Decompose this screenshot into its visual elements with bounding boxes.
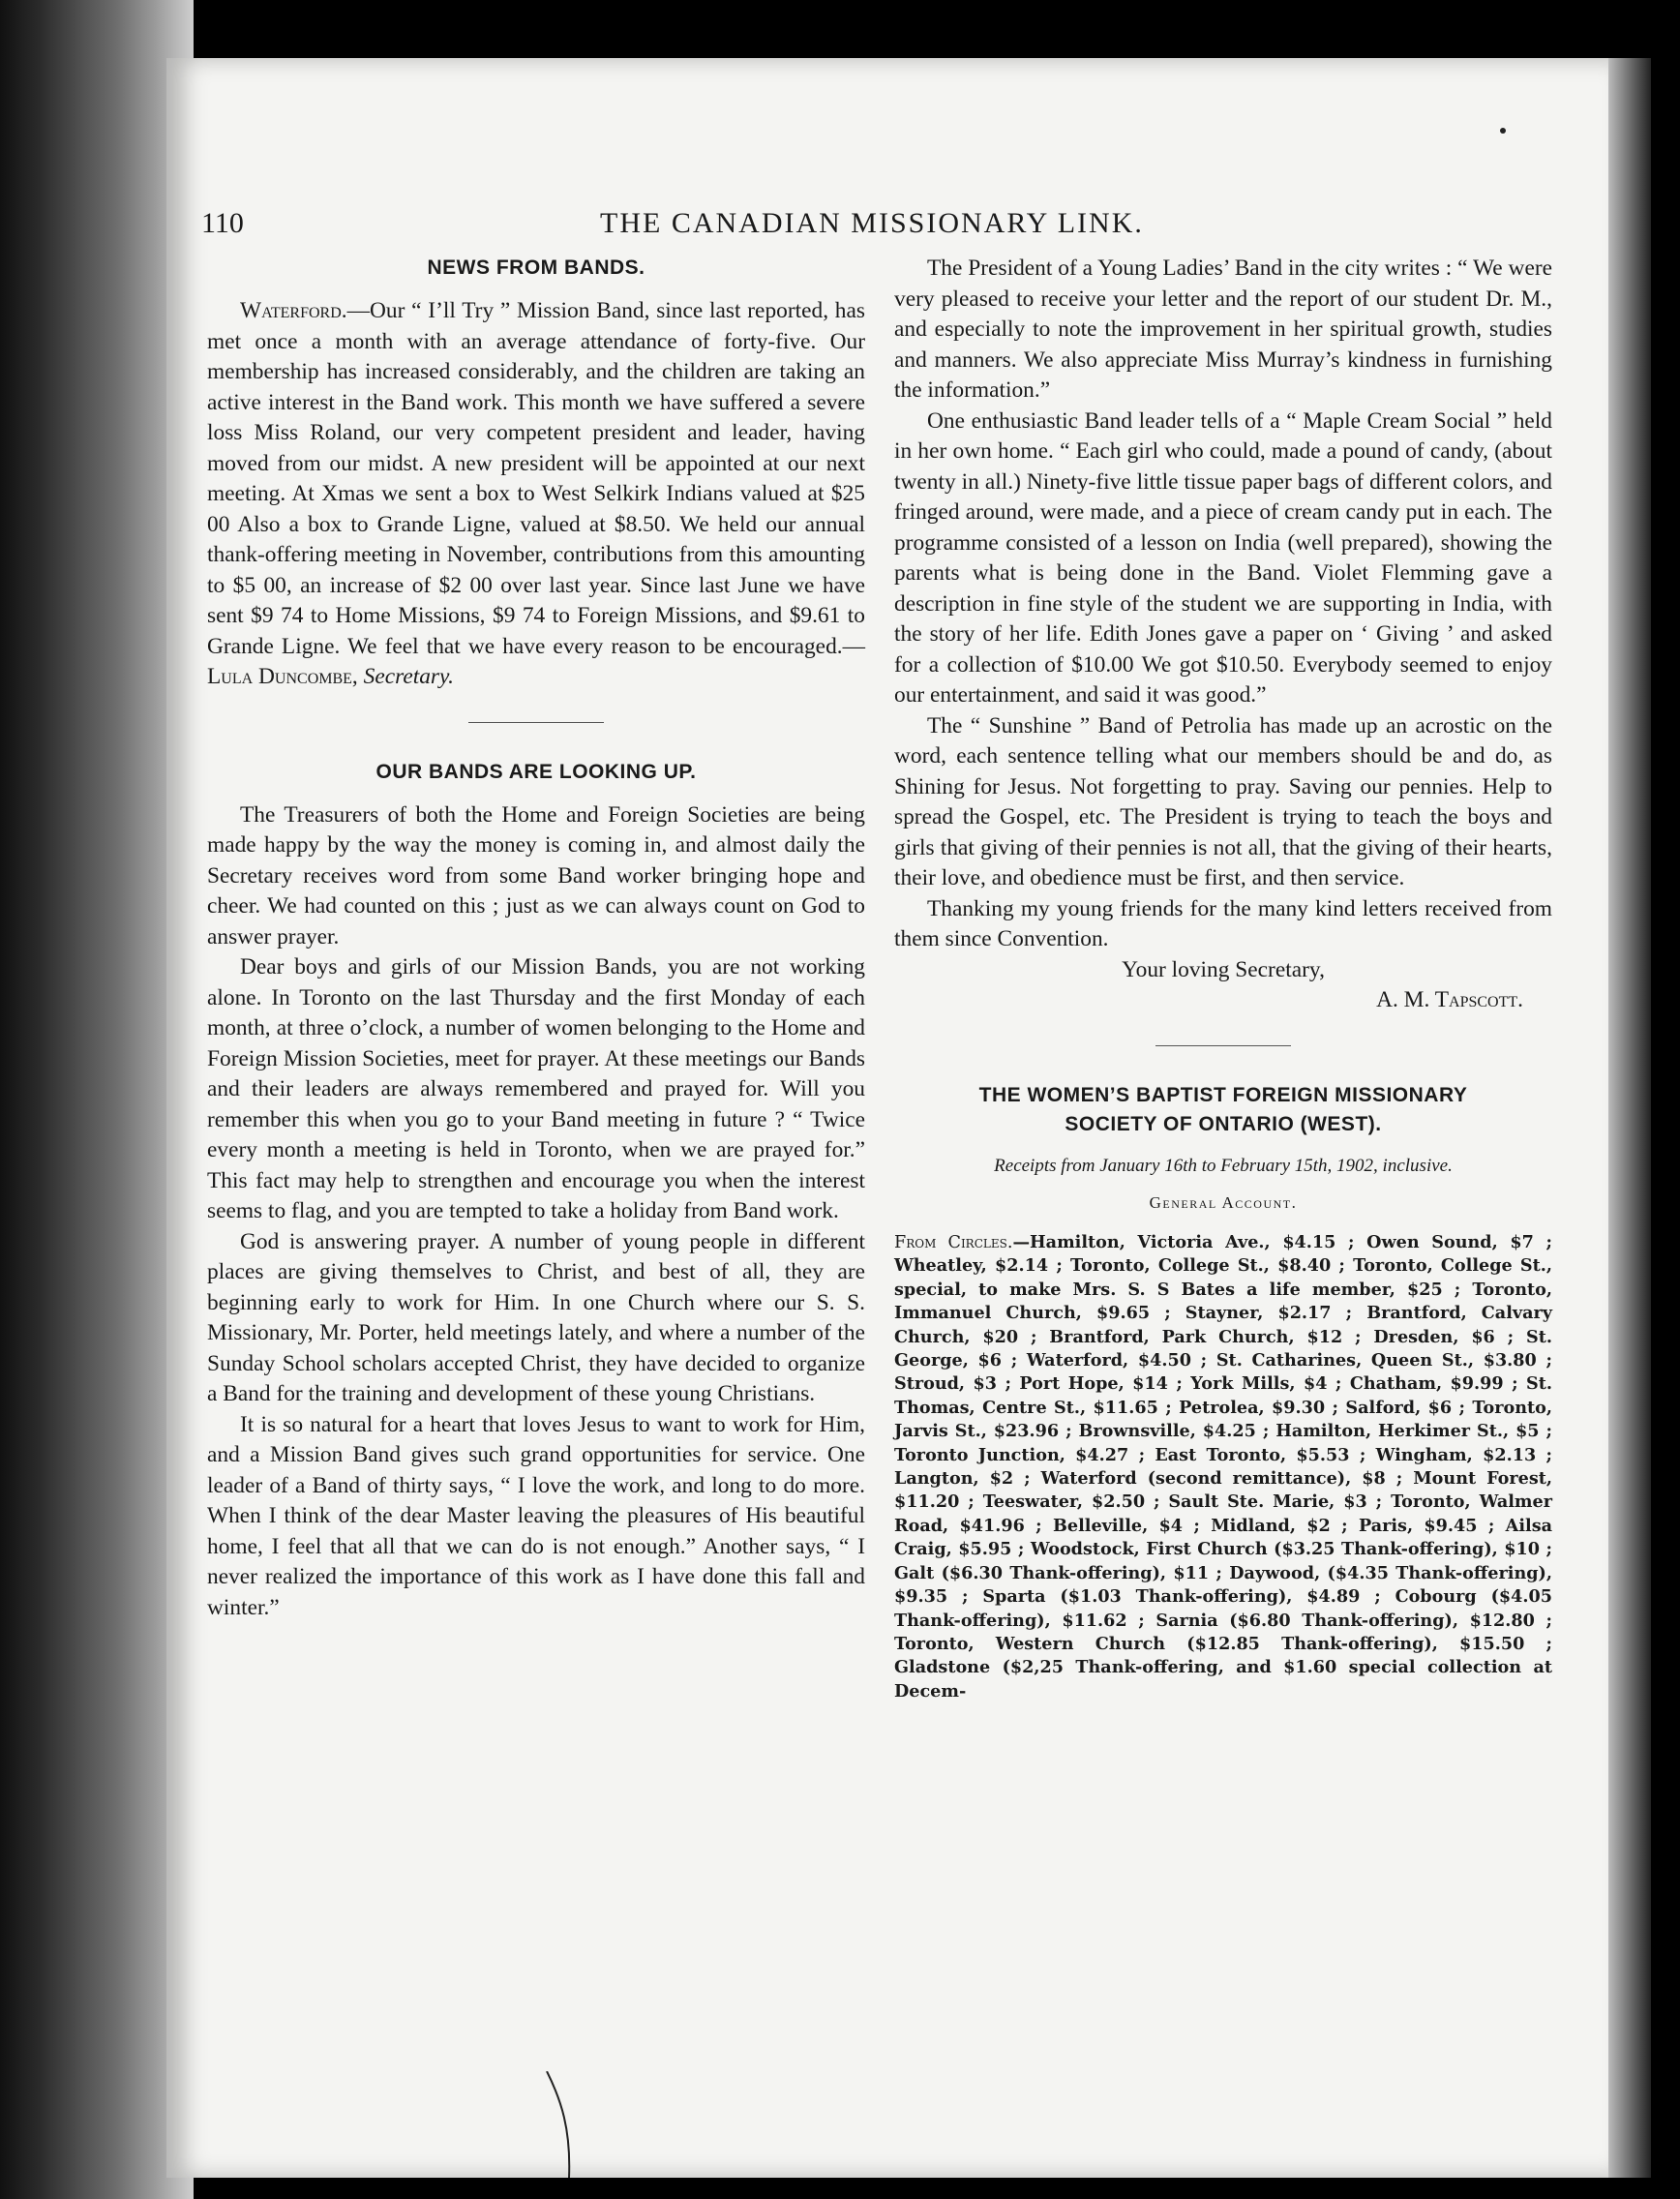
looking-paragraph-1: The Treasurers of both the Home and Foreign Societies are being made happy by the way the money is coming in, and almost daily the Secretary receives word from some Band worker bringing hope and cheer. We had counted on this ; just as we can always count on God to answer prayer. <box>207 801 865 949</box>
waterford-signer: Lula Duncombe, <box>207 664 358 689</box>
right-page-edge <box>1608 58 1651 2178</box>
receipts-text: —Hamilton, Victoria Ave., $4.15 ; Owen Sound, $7 ; Wheatley, $2.14 ; Toronto, College St., $8.40 ; Toronto, College St., special, to make Mrs. S. S Bates a life member, $25 ; Toronto, Immanuel Church, $9.65 ; Stayner, $2.17 ; Brantford, Calvary Church, $20 ; Brantford, Park Church, $12 ; Dresden, $6 ; St. George, $6 ; Waterford, $4.50 ; St. Catharines, Queen St., $3.80 ; Stroud, $3 ; Port Hope, $14 ; York Mills, $4 ; Chatham, $9.99 ; St. Thomas, Centre St., $11.65 ; Petrolea, $9.30 ; Salford, $6 ; Toronto, Jarvis St., $23.96 ; Brownsville, $4.25 ; Hamilton, Herkimer St., $5 ; Toronto Junction, $4.27 ; East Toronto, $5.53 ; Wingham, $2.13 ; Langton, $2 ; Waterford (second remittance), $8 ; Mount Forest, $11.20 ; Teeswater, $2.50 ; Sault Ste. Marie, $3 ; Toronto, Walmer Road, $41.96 ; Belleville, $4 ; Midland, $2 ; Paris, $9.45 ; Ailsa Craig, $5.95 ; Woodstock, First Church ($3.25 Thank-offering), $10 ; Galt ($6.30 Thank-offering), $11 ; Daywood, ($4.35 Thank-offering), $9.35 ; Sparta ($1.03 Thank-offering), $4.89 ; Cobourg ($4.05 Thank-offering), $11.62 ; Sarnia ($6.80 Thank-offering), $12.80 ; Toronto, Western Church ($12.85 Thank-offering), $15.50 ; Gladstone ($2,25 Thank-offering, and $1.60 special collection at Decem- <box>894 1232 1552 1702</box>
signature: A. M. Tapscott. <box>1376 987 1523 1012</box>
left-column <box>207 254 865 1623</box>
ink-speck <box>1500 128 1506 134</box>
page-number: 110 <box>201 207 244 239</box>
bands-looking-up-heading: OUR BANDS ARE LOOKING UP. <box>375 760 697 783</box>
news-from-bands-heading: NEWS FROM BANDS. <box>427 256 645 279</box>
looking-paragraph-3: God is answering prayer. A number of young people in different places are giving themselves to Christ, and best of all, they are beginning early to work for Him. In one Church where our S. S. Missionary, Mr. Porter, held meetings lately, and where a number of the Sunday School scholars accepted Christ, they have decided to organize a Band for the training and development of these young Christians. <box>207 1228 865 1406</box>
receipts-list <box>894 1231 1552 1703</box>
waterford-text: —Our “ I’ll Try ” Mission Band, since last reported, has met once a month with an average attendance of forty-five. Our membership has increased considerably, and the children are taking an active interest in the Band work. This month we have suffered a severe loss Miss Roland, our very competent president and leader, having moved from our midst. A new president will be appointed at our next meeting. At Xmas we sent a box to West Selkirk Indians valued at $25 00 Also a box to Grande Ligne, valued at $8.50. We held our annual thank-offering meeting in November, contributions from this amounting to $5 00, an increase of $2 00 over last year. Since last June we have sent $9 74 to Home Missions, $9 74 to Foreign Missions, and $9.61 to Grande Ligne. We feel that we have every reason to be encouraged.— <box>207 298 865 659</box>
closing-line: Your loving Secretary, <box>1122 956 1325 982</box>
from-circles-label: From Circles. <box>894 1233 1013 1252</box>
society-heading-line-1: THE WOMEN’S BAPTIST FOREIGN MISSIONARY <box>978 1083 1468 1106</box>
section-divider <box>468 722 604 723</box>
thanking-paragraph: Thanking my young friends for the many kind letters received from them since Convention. <box>894 895 1552 951</box>
book-page-edges <box>0 0 194 2199</box>
right-column <box>894 254 1552 1703</box>
section-divider-right <box>1155 1045 1291 1046</box>
young-ladies-paragraph: The President of a Young Ladies’ Band in the city writes : “ We were very pleased to receive your letter and the report of our student Dr. M., and especially to note the improvement in her spiritual growth, studies and manners. We also appreciate Miss Murray’s kindness in furnishing the information.” <box>894 256 1552 403</box>
page-crease-mark <box>542 2071 600 2178</box>
looking-paragraph-4: It is so natural for a heart that loves Jesus to want to work for Him, and a Mission Band gives such grand opportunities for service. One leader of a Band of thirty says, “ I love the work, and long to do more. When I think of the dear Master leaving the pleasures of His beautiful home, I feel that all that we can do is not enough.” Another says, “ I never realized the importance of this work as I have done this fall and winter.” <box>207 1411 865 1620</box>
society-heading-line-2: SOCIETY OF ONTARIO (WEST). <box>1065 1112 1382 1135</box>
maple-cream-paragraph: One enthusiastic Band leader tells of a “ Maple Cream Social ” held in her own home. “ Each girl who could, made a pound of candy, (about twenty in all.) Ninety-five little tissue paper bags of different colors, and fringed around, were made, and a piece of cream candy put in each. The programme consisted of a lesson on India (well prepared), showing the parents what is being done in the Band. Violet Flemming gave a description in fine style of the student we are supporting in India, with the story of her life. Edith Jones gave a paper on ‘ Giving ’ and asked for a collection of $10.00 We got $10.50. Everybody seemed to enjoy our entertainment, and said it was good.” <box>894 407 1552 708</box>
waterford-report <box>207 296 865 693</box>
looking-paragraph-2: Dear boys and girls of our Mission Bands, you are not working alone. In Toronto on the last Thursday and the first Monday of each month, at three o’clock, a number of women belonging to the Home and Foreign Mission Societies, meet for prayer. At these meetings our Bands and their leaders are always remembered and prayed for. Will you remember this when you go to your Band meeting in future ? “ Twice every month a meeting is held in Toronto, when we are prayed for.” This fact may help to strengthen and encourage you when the interest seems to flag, and you are tempted to take a holiday from Band work. <box>207 954 865 1223</box>
waterford-role: Secretary. <box>363 664 454 689</box>
running-title: THE CANADIAN MISSIONARY LINK. <box>600 207 1144 239</box>
society-heading <box>894 1081 1552 1139</box>
waterford-place: Waterford. <box>240 298 347 323</box>
sunshine-band-paragraph: The “ Sunshine ” Band of Petrolia has made up an acrostic on the word, each sentence telling what our members should be and do, as Shining for Jesus. Not forgetting to pray. Saving our pennies. Help to spread the Gospel, etc. The President is trying to teach the boys and girls that giving of their pennies is not all, that the giving of their hearts, their love, and obedience must be first, and then service. <box>894 712 1552 890</box>
receipts-period: Receipts from January 16th to February 15th, 1902, inclusive. <box>994 1155 1453 1176</box>
general-account-label: General Account. <box>1149 1192 1298 1212</box>
